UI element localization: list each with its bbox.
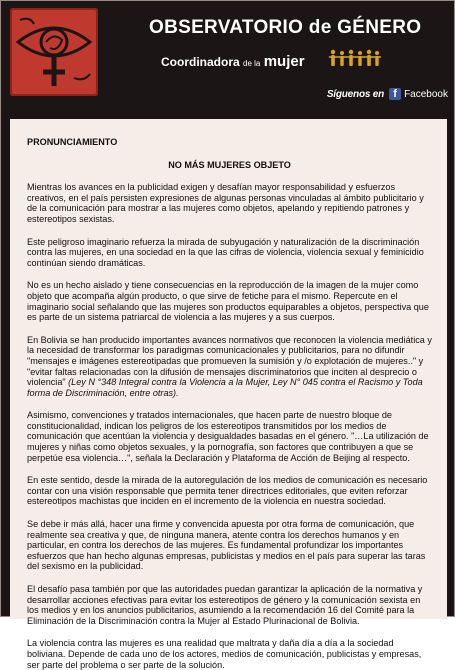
paragraph-9: La violencia contra las mujeres es una realidad que maltrata y daña día a día a la sociedad boliviana. Depende de cada uno de los actores, medios de comunicación, publicistas y empresas, ser parte del problema o ser parte de la solución. [27, 638, 422, 670]
paragraph-1: Mientras los avances en la publicidad exigen y desafían mayor responsabilidad y esfuerzos creativos, en el país persisten expresiones de algunas personas vinculadas al ámbito publicitario y de la comunicación para mostrar a las mujeres como objetos, apelando y repitiendo patrones y estereotipos sexistas. [27, 182, 424, 224]
document-heading: PRONUNCIAMIENTO [27, 137, 118, 147]
subtitle-mujer: mujer [263, 53, 305, 70]
paragraph-8: El desafío pasa también por que las autoridades puedan garantizar la aplicación de la normativa y desarrollar acciones efectivas para evitar los estereotipos de género y la comunicación sexista en los medios y en los anuncios publicitarios, asumiendo a la recomendación 16 del Comité para la Eliminación de la Discriminación contra la Mujer al Estado Plurinacional de Bolivia. [27, 584, 423, 626]
site-subtitle [161, 53, 305, 70]
paragraph-4-citation: (Ley N °348 Integral contra la Violencia a la Mujer, Ley N° 045 contra el Racismo y Toda forma de Discriminación, entre otras). [27, 377, 423, 398]
document-title: NO MÁS MUJERES OBJETO [168, 159, 291, 170]
paragraph-3: No es un hecho aislado y tiene consecuencias en la reproducción de la imagen de la mujer como objeto que acompaña algún producto, o que sirve de fetiche para el mismo. Repercute en el imaginario social señalando que las mujeres son productos equiparables a objetos, perspectiva que es parte de un sistema patriarcal de violencia a las mujeres y a sus cuerpos. [27, 280, 429, 323]
facebook-icon[interactable]: f [389, 88, 401, 100]
site-header [1, 1, 454, 111]
paragraph-4-text: En Bolivia se han producido importantes avances normativos que reconocen la violencia mediática y la necesidad de transformar los paradigmas comunicacionales y publicitarios, para no difundir "mensajes e imágenes estereotipadas que promueven la sumisión y /o explotación de mujeres.." y "evitar faltas relacionadas con la difusión de mensajes discriminatorios que inciten al desprecio o violencia" [27, 334, 432, 388]
document-body [10, 119, 447, 670]
subtitle-de-la: de la [243, 59, 261, 68]
logo-eye-venus-icon [10, 8, 98, 96]
paragraph-7: Se debe ir más allá, hacer una firme y convencida apuesta por otra forma de comunicación, que realmente sea creativa y que, de ninguna manera, atente contra los derechos humanos y en particular, en contra los derechos de las mujeres. Es fundamental profundizar los importantes esfuerzos que han hecho algunas empresas, publicistas y medios en el país para superar las taras del sexismo en la publicidad. [27, 519, 426, 572]
people-group-icon [329, 49, 381, 67]
paragraph-2: Este peligroso imaginario refuerza la mirada de subyugación y naturalización de la discriminación contra las mujeres, en una sociedad en la que las cifras de violencia, violencia sexual y feminicidio continúan siendo dramáticas. [27, 236, 424, 268]
follow-label: Síguenos en [326, 88, 385, 100]
paragraph-5: Asimismo, convenciones y tratados internacionales, que hacen parte de nuestro bloque de constitucionalidad, indican los peligros de los estereotipos transmitidos por los medios de comunicación que acentúan la violencia y desigualdades basadas en el género. "…La utilización de mujeres y niñas como objetos sexuales, y la pornografía, son factores que contribuyen a que se perpetúe esa violencia…", señala la Declaración y Plataforma de Acción de Beijing al respecto. [27, 410, 429, 463]
paragraph-4 [27, 335, 432, 399]
site-logo[interactable] [10, 8, 98, 96]
subtitle-coordinadora: Coordinadora [161, 55, 240, 69]
paragraph-6: En este sentido, desde la mirada de la autoregulación de los medios de comunicación es necesario contar con una visión responsable que permita tener directrices editoriales, que eviten reforzar estereotipos machistas que inciden en el incremento de la violencia en nuestra sociedad. [27, 475, 428, 507]
facebook-link[interactable]: Facebook [404, 88, 448, 100]
social-links [327, 88, 448, 100]
site-title: OBSERVATORIO de GÉNERO [149, 17, 422, 38]
